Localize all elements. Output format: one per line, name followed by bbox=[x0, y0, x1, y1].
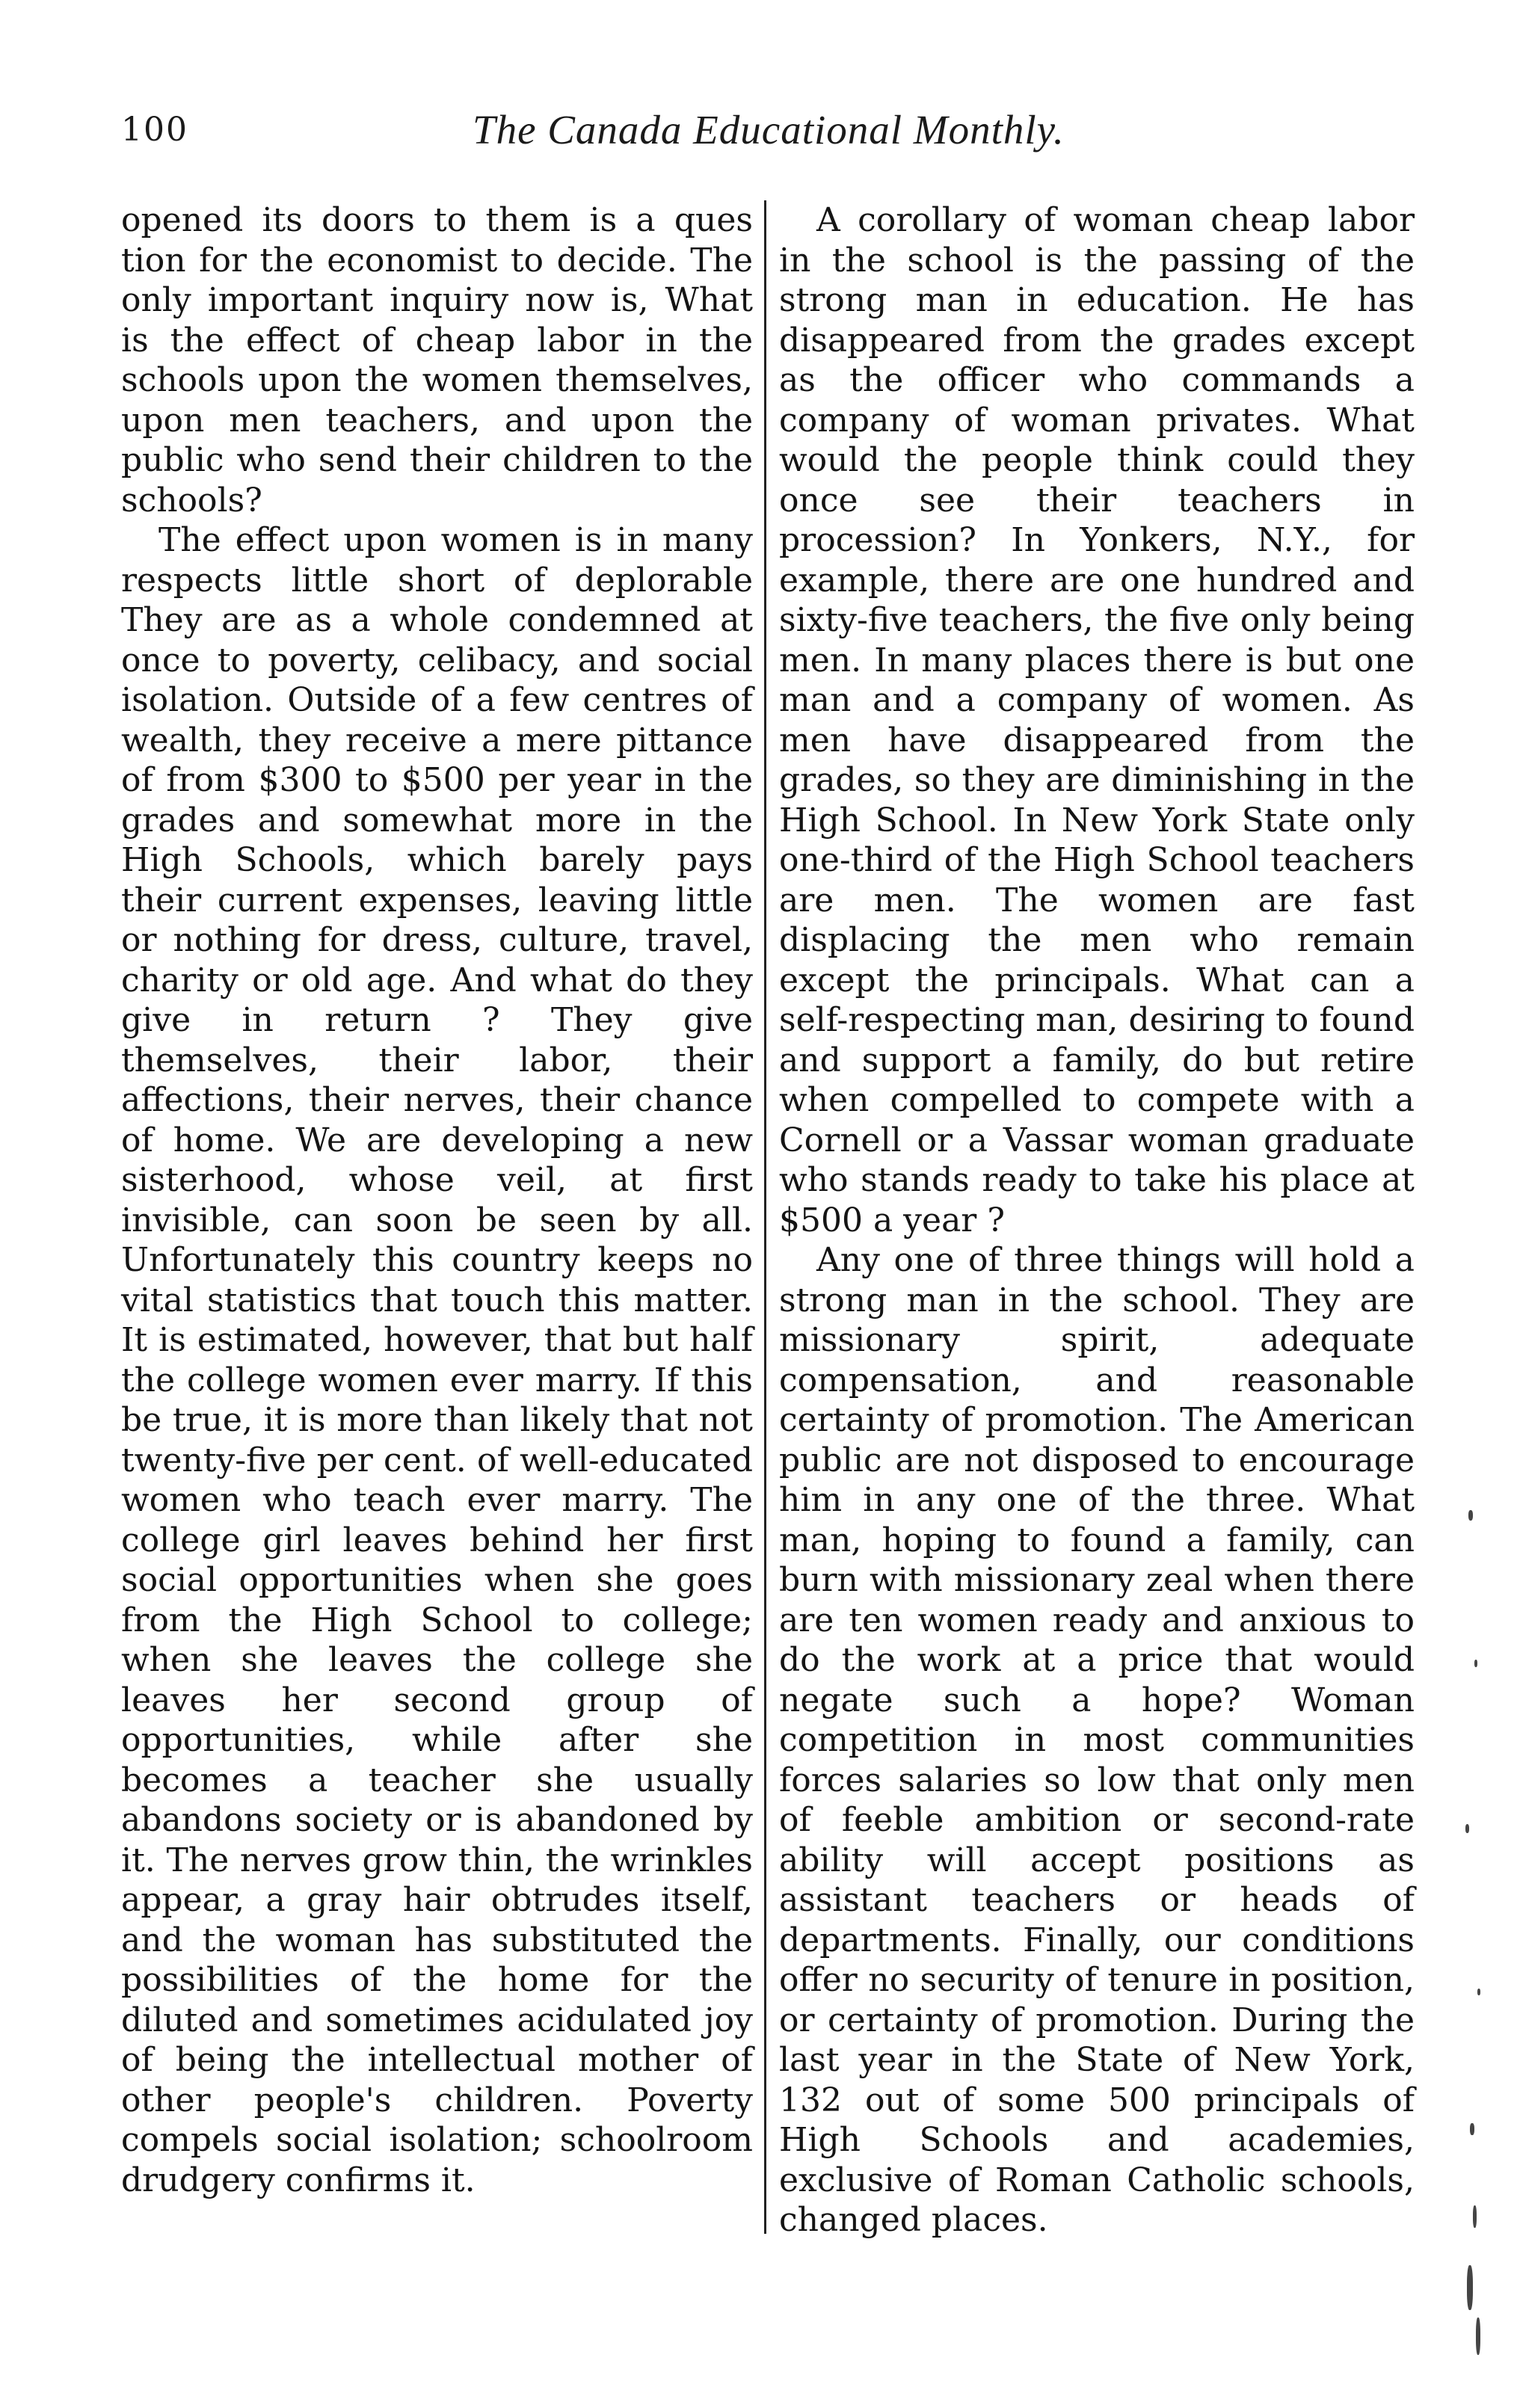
gutter-specks bbox=[1458, 1510, 1488, 2370]
page-number: 100 bbox=[121, 111, 188, 149]
paragraph: opened its doors to them is a ques tion for the economist to decide. The only important inquiry now is, What is the effect of cheap labor in the schools upon the women themselves, upon men teachers, and upon the public who send their children to the schools? bbox=[121, 201, 753, 520]
column-divider bbox=[764, 200, 766, 2234]
running-head: The Canada Educational Monthly. bbox=[473, 107, 1065, 153]
right-column bbox=[779, 200, 1415, 2241]
left-column bbox=[121, 200, 753, 2200]
paragraph: The effect upon women is in many respects little short of deplorable They are as a whole condemned at once to poverty, celibacy, and social isolation. Outside of a few centres of wealth, they receive a mere pittance of from $300 to $500 per year in the grades and somewhat more in the High Schools, which barely pays their current expenses, leaving little or nothing for dress, culture, travel, charity or old age. And what do they give in return ? They give themselves, their labor, their affections, their nerves, their chance of home. We are developing a new sisterhood, whose veil, at first invisible, can soon be seen by all. Unfortunately this country keeps no vital statistics that touch this matter. It is estimated, however, that but half the college women ever marry. If this be true, it is more than likely that not twenty-five per cent. of well-educated women who teach ever marry. The college girl leaves behind her first social opportunities when she goes from the High School to college; when she leaves the college she leaves her second group of opportunities, while after she becomes a teacher she usually abandons society or is abandoned by it. The nerves grow thin, the wrinkles appear, a gray hair obtrudes itself, and the woman has substituted the possibilities of the home for the diluted and sometimes acidulated joy of being the intellectual mother of other people's children. Poverty compels social isolation; schoolroom drudgery confirms it. bbox=[121, 521, 753, 2199]
paragraph: A corollary of woman cheap labor in the school is the passing of the strong man in education. He has disappeared from the grades except as the officer who commands a company of woman privates. What would the people think could they once see their teachers in procession? In Yonkers, N.Y., for example, there are one hundred and sixty-five teachers, the five only being men. In many places there is but one man and a company of women. As men have disappeared from the grades, so they are diminishing in the High School. In New York State only one-third of the High School teachers are men. The women are fast displacing the men who remain except the principals. What can a self-respecting man, desiring to found and support a family, do but retire when compelled to compete with a Cornell or a Vassar woman graduate who stands ready to take his place at $500 a year ? bbox=[779, 201, 1415, 1240]
paragraph: Any one of three things will hold a strong man in the school. They are missionary spirit, adequate compensation, and reasonable certainty of promotion. The American public are not disposed to encourage him in any one of the three. What man, hoping to found a family, can burn with missionary zeal when there are ten women ready and anxious to do the work at a price that would negate such a hope? Woman competition in most communities forces salaries so low that only men of feeble ambition or second-rate ability will accept positions as assistant teachers or heads of departments. Finally, our conditions offer no security of tenure in position, or certainty of promotion. During the last year in the State of New York, 132 out of some 500 principals of High Schools and academies, exclusive of Roman Catholic schools, changed places. bbox=[779, 1241, 1415, 2239]
